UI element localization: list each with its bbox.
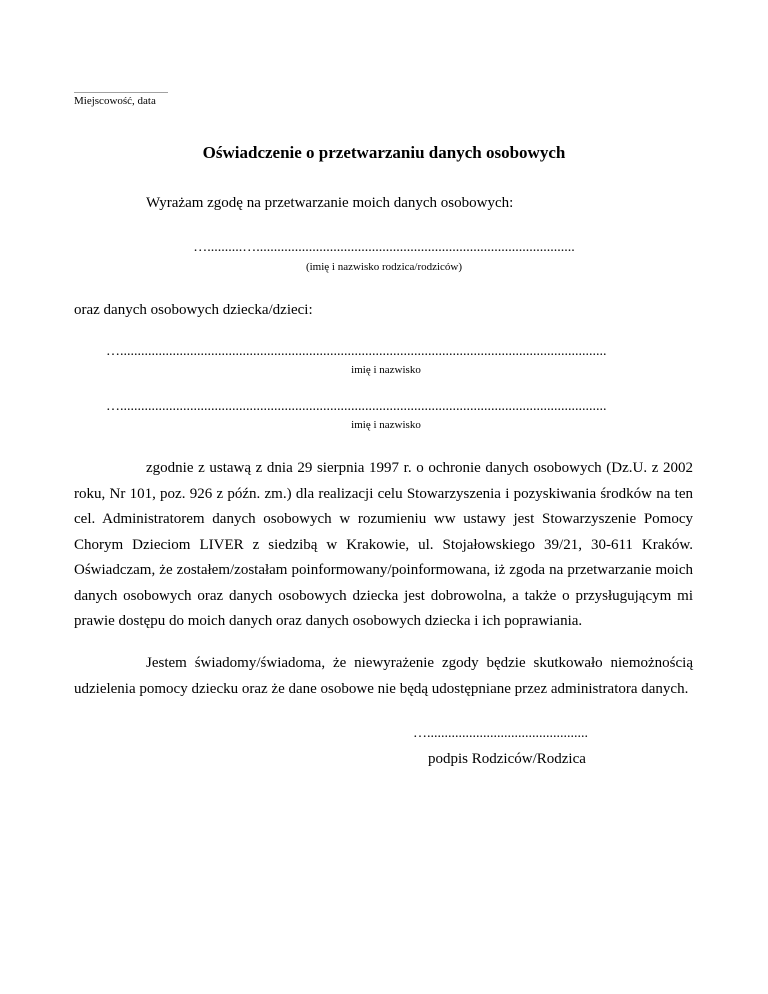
place-date-label: Miejscowość, data bbox=[74, 95, 156, 107]
child-name-dotted-line-2: …........................................................................................................................................... bbox=[106, 399, 607, 414]
consent-intro-text: Wyrażam zgodę na przetwarzanie moich danych osobowych: bbox=[146, 195, 514, 211]
document-title: Oświadczenie o przetwarzaniu danych osobowych bbox=[202, 143, 566, 162]
legal-paragraph-1: zgodnie z ustawą z dnia 29 sierpnia 1997 r. o ochronie danych osobowych (Dz.U. z 2002 roku, Nr 101, poz. 926 z późn. zm.) dla realizacji celu Stowarzyszenia i pozyskiwania środków na ten cel. Administratorem danych osobowych w rozumieniu ww ustawy jest Stowarzyszenie Pomocy Chorym Dzieciom LIVER z siedzibą w Krakowie, ul. Stojałowskiego 39/21, 30-611 Kraków. Oświadczam, że zostałem/zostałam poinformowany/poinformowana, iż zgoda na przetwarzanie moich danych osobowych oraz danych osobowych dziecka jest dobrowolna, a także o przysługującym mi prawie dostępu do moich danych oraz danych osobowych dziecka i ich poprawiania. bbox=[74, 460, 693, 629]
parent-name-dotted-line: …..........…........................................................................................... bbox=[193, 240, 575, 255]
child-name-caption-1: imię i nazwisko bbox=[351, 364, 421, 376]
place-date-dotted-line: ............................................... bbox=[74, 86, 168, 95]
child-name-caption-2: imię i nazwisko bbox=[351, 419, 421, 431]
children-intro-text: oraz danych osobowych dziecka/dzieci: bbox=[74, 302, 313, 318]
signature-label: podpis Rodziców/Rodzica bbox=[428, 751, 586, 767]
legal-paragraph-2: Jestem świadomy/świadoma, że niewyrażenie zgody będzie skutkowało niemożnością udzielenia pomocy dziecku oraz że dane osobowe nie będą udostępniane przez administratora danych. bbox=[74, 655, 693, 697]
parent-name-caption: (imię i nazwisko rodzica/rodziców) bbox=[305, 261, 463, 273]
signature-dotted-line: ….............................................. bbox=[413, 726, 588, 741]
child-name-dotted-line-1: …........................................................................................................................................... bbox=[106, 344, 607, 359]
